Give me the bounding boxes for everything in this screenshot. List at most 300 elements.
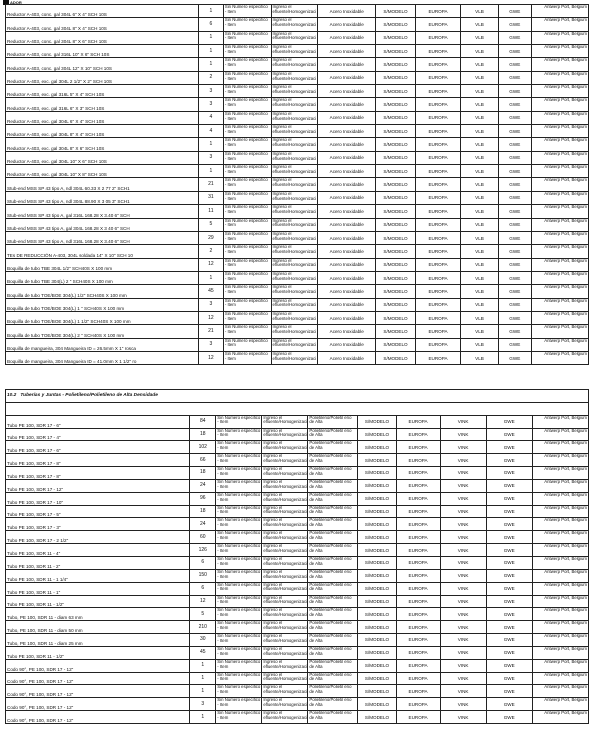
item-maker: VLB	[461, 71, 498, 84]
item-ingreso: Ingreso el efluente/Homogenizaci	[271, 178, 318, 191]
item-code: GWE	[498, 18, 531, 31]
item-origin: EUROPA	[396, 556, 440, 569]
item-ingreso: Ingreso el efluente/Homogenizaci	[262, 711, 308, 724]
item-ingreso: Ingreso el efluente/Homogenizaci	[271, 138, 318, 151]
item-maker: VLB	[461, 125, 498, 138]
item-spec: Sin Numero especifico - Item	[223, 325, 271, 338]
item-maker: VINK	[440, 582, 486, 595]
item-spec: Sin Numero especifico - Item	[223, 191, 271, 204]
table-row	[6, 178, 589, 191]
item-material: Polietileno/Polietil eno de Alta	[308, 569, 358, 582]
item-origin: EUROPA	[415, 351, 461, 364]
item-port: Antwerp Port, Belgium	[532, 556, 588, 569]
item-code: GWE	[498, 231, 531, 244]
item-origin: EUROPA	[415, 285, 461, 298]
table-row	[6, 231, 589, 244]
item-code: GWE	[486, 582, 532, 595]
table-row	[6, 428, 589, 441]
item-description: Reductor A-403, conc. gal 304L 12" X 10" SCH 10S	[6, 58, 199, 71]
item-description: Reductor A-403, conc. gal 316L 10" X 6" SCH 10S	[6, 45, 199, 58]
item-port: Antwerp Port, Belgium	[531, 178, 588, 191]
item-maker: VLB	[461, 285, 498, 298]
item-modelo: S/MODELO	[376, 45, 415, 58]
item-port: Antwerp Port, Belgium	[531, 258, 588, 271]
item-material: Acero Inoxidable	[318, 45, 376, 58]
item-material: Polietileno/Polietil eno de Alta	[308, 556, 358, 569]
item-spec: Sin Numero especifico - Item	[216, 556, 262, 569]
item-maker: VINK	[440, 505, 486, 518]
item-port: Antwerp Port, Belgium	[532, 428, 588, 441]
table-row	[6, 138, 589, 151]
item-modelo: S/MODELO	[358, 467, 396, 480]
item-modelo: S/MODELO	[358, 505, 396, 518]
item-description: Stub-end MSS SP 43 tipo A, gal 304L 168.28 X 3 40 6" SCH	[6, 218, 199, 231]
item-maker: VINK	[440, 711, 486, 724]
item-code: GWE	[486, 608, 532, 621]
item-code: GWE	[486, 492, 532, 505]
item-ingreso: Ingreso el efluente/Homogenizaci	[262, 608, 308, 621]
table-row	[6, 595, 589, 608]
item-maker: VLB	[461, 205, 498, 218]
item-code: GWE	[498, 165, 531, 178]
item-modelo: S/MODELO	[376, 151, 415, 164]
item-spec: Sin Numero especifico - Item	[216, 659, 262, 672]
item-spec: Sin Numero especifico - Item	[223, 298, 271, 311]
item-code: GWE	[498, 45, 531, 58]
item-maker: VLB	[461, 18, 498, 31]
item-code: GWE	[486, 711, 532, 724]
item-description: Codo 90°, PE 100, SDR 17 - 12"	[6, 711, 190, 724]
item-port: Antwerp Port, Belgium	[532, 711, 588, 724]
item-description: Tubo PE 100, SDR 11 - 4"	[6, 544, 190, 557]
item-code: GWE	[498, 285, 531, 298]
item-description: Tubo PE 100, SDR 17 - 8"	[6, 467, 190, 480]
item-description: Tubo PE 100, SDR 17 - 6"	[6, 415, 190, 428]
item-description: Reductor A-403, exc. gal 304L 6" X 4" SCH 10S	[6, 111, 199, 124]
item-description: Stub-end MSS SP 43 tipo A, gal 316L 168.28 X 3.40 6" SCH	[6, 205, 199, 218]
item-spec: Sin Numero especifico - Item	[223, 98, 271, 111]
table-steel-fittings	[5, 4, 589, 365]
item-quantity: 24	[190, 518, 216, 531]
item-quantity: 2	[198, 71, 223, 84]
item-code: GWE	[486, 569, 532, 582]
item-material: Acero Inoxidable	[318, 178, 376, 191]
table-row	[6, 85, 589, 98]
item-ingreso: Ingreso el efluente/Homogenizaci	[262, 454, 308, 467]
item-quantity: 3	[198, 85, 223, 98]
table-row	[6, 634, 589, 647]
item-material: Polietileno/Polietil eno de Alta	[308, 454, 358, 467]
item-ingreso: Ingreso el efluente/Homogenizaci	[262, 544, 308, 557]
item-maker: VLB	[461, 191, 498, 204]
item-description: Reductor A-403, exc. gal 304L 10" X 8" SCH 10S	[6, 165, 199, 178]
table-row	[6, 659, 589, 672]
item-material: Acero Inoxidable	[318, 191, 376, 204]
item-origin: EUROPA	[415, 338, 461, 351]
item-modelo: S/MODELO	[376, 98, 415, 111]
table-row	[6, 111, 589, 124]
item-origin: EUROPA	[396, 415, 440, 428]
item-description: Reductor A-403, exc. gal 316L 6" X 3" SCH 10S	[6, 98, 199, 111]
item-code: GWE	[498, 271, 531, 284]
item-modelo: S/MODELO	[376, 111, 415, 124]
item-modelo: S/MODELO	[376, 85, 415, 98]
item-description: Boquilla de tubo TOE/BOE 304(L) 1/2" SCH40S X 100 mm	[6, 285, 199, 298]
item-code: GWE	[486, 621, 532, 634]
item-material: Polietileno/Polietil eno de Alta	[308, 518, 358, 531]
item-modelo: S/MODELO	[376, 191, 415, 204]
item-material: Acero Inoxidable	[318, 111, 376, 124]
item-origin: EUROPA	[415, 58, 461, 71]
item-origin: EUROPA	[415, 191, 461, 204]
item-quantity: 1	[198, 138, 223, 151]
item-maker: VLB	[461, 298, 498, 311]
item-maker: VINK	[440, 492, 486, 505]
item-quantity: 29	[198, 231, 223, 244]
item-modelo: S/MODELO	[376, 325, 415, 338]
item-spec: Sin Numero especifico - Item	[223, 258, 271, 271]
item-quantity: 12	[198, 311, 223, 324]
item-ingreso: Ingreso el efluente/Homogenizaci	[271, 125, 318, 138]
item-spec: Sin Numero especifico - Item	[216, 531, 262, 544]
item-material: Polietileno/Polietil eno de Alta	[308, 531, 358, 544]
item-spec: Sin Numero especifico - Item	[216, 621, 262, 634]
item-origin: EUROPA	[415, 218, 461, 231]
table-row	[6, 245, 589, 258]
item-spec: Sin Numero especifico - Item	[216, 492, 262, 505]
item-description: Tubo PE 100, SDR 17 - 10"	[6, 492, 190, 505]
item-quantity: 21	[198, 178, 223, 191]
item-maker: VLB	[461, 271, 498, 284]
item-ingreso: Ingreso el efluente/Homogenizaci	[271, 338, 318, 351]
table-row	[6, 454, 589, 467]
item-port: Antwerp Port, Belgium	[531, 18, 588, 31]
item-description: Tubo PE 100, SDR 11 - 1 1/4"	[6, 569, 190, 582]
item-spec: Sin Numero especifico - Item	[216, 685, 262, 698]
item-maker: VLB	[461, 258, 498, 271]
item-maker: VINK	[440, 556, 486, 569]
item-description: TEs DE REDUCCIÓN A-403, 304L soldada 14" X 10" SCH 10	[6, 245, 199, 258]
table-row	[6, 569, 589, 582]
table-row	[6, 338, 589, 351]
item-port: Antwerp Port, Belgium	[531, 98, 588, 111]
item-ingreso: Ingreso el efluente/Homogenizaci	[262, 556, 308, 569]
item-material: Polietileno/Polietil eno de Alta	[308, 711, 358, 724]
item-modelo: S/MODELO	[376, 218, 415, 231]
item-description: Tubo PE 100, SDR 11 - 1/2"	[6, 595, 190, 608]
table-row	[6, 151, 589, 164]
item-origin: EUROPA	[415, 151, 461, 164]
item-description: Stub-end MSS SP 43 tipo A, ndl 316L 168.28 X 3.40 6" SCH	[6, 231, 199, 244]
item-code: GWE	[498, 85, 531, 98]
item-origin: EUROPA	[415, 138, 461, 151]
item-origin: EUROPA	[396, 454, 440, 467]
item-origin: EUROPA	[415, 45, 461, 58]
item-origin: EUROPA	[396, 685, 440, 698]
item-code: GWE	[498, 338, 531, 351]
item-code: GWE	[486, 659, 532, 672]
table-polyethylene-pipes	[5, 389, 589, 724]
item-spec: Sin Numero especifico - Item	[223, 18, 271, 31]
item-origin: EUROPA	[396, 467, 440, 480]
item-maker: VLB	[461, 178, 498, 191]
item-material: Acero Inoxidable	[318, 285, 376, 298]
table-row	[6, 518, 589, 531]
item-origin: EUROPA	[415, 85, 461, 98]
item-origin: EUROPA	[415, 111, 461, 124]
item-port: Antwerp Port, Belgium	[531, 311, 588, 324]
item-maker: VINK	[440, 595, 486, 608]
item-modelo: S/MODELO	[376, 285, 415, 298]
item-code: GWE	[498, 138, 531, 151]
item-material: Acero Inoxidable	[318, 58, 376, 71]
item-port: Antwerp Port, Belgium	[532, 608, 588, 621]
item-ingreso: Ingreso el efluente/Homogenizaci	[262, 685, 308, 698]
item-spec: Sin Numero especifico - Item	[223, 111, 271, 124]
item-material: Polietileno/Polietil eno de Alta	[308, 659, 358, 672]
item-ingreso: Ingreso el efluente/Homogenizaci	[262, 505, 308, 518]
item-maker: VLB	[461, 351, 498, 364]
item-material: Acero Inoxidable	[318, 338, 376, 351]
item-description: Codo 90°, PE 100, SDR 17 - 12"	[6, 698, 190, 711]
item-modelo: S/MODELO	[376, 258, 415, 271]
item-port: Antwerp Port, Belgium	[532, 467, 588, 480]
item-spec: Sin Numero especifico - Item	[216, 428, 262, 441]
item-quantity: 3	[190, 698, 216, 711]
item-description: Reductor A-403, exc. gal 304L 8" X 4" SCH 10S	[6, 125, 199, 138]
item-quantity: 6	[190, 556, 216, 569]
item-origin: EUROPA	[396, 659, 440, 672]
item-quantity: 60	[190, 531, 216, 544]
item-description: Reductor A-403, exc. gal 316L 5" X 4" SCH 10S	[6, 85, 199, 98]
item-quantity: 18	[190, 467, 216, 480]
item-port: Antwerp Port, Belgium	[531, 245, 588, 258]
item-code: GWE	[498, 245, 531, 258]
item-description: Tubo PE 100, SDR 17 - 8"	[6, 454, 190, 467]
item-maker: VINK	[440, 479, 486, 492]
item-description: Reductor A-403, conc. gal 304L 8" X 6" SCH 10S	[6, 31, 199, 44]
item-quantity: 24	[190, 479, 216, 492]
item-modelo: S/MODELO	[376, 298, 415, 311]
item-description: Stub-end MSS SP 43 tipo A, ndl 304L 60.33 X 2 77 2" SCH1	[6, 178, 199, 191]
item-quantity: 12	[198, 258, 223, 271]
item-origin: EUROPA	[396, 544, 440, 557]
item-maker: VINK	[440, 621, 486, 634]
item-origin: EUROPA	[396, 672, 440, 685]
item-port: Antwerp Port, Belgium	[532, 531, 588, 544]
item-maker: VLB	[461, 31, 498, 44]
item-quantity: 1	[190, 711, 216, 724]
item-material: Acero Inoxidable	[318, 125, 376, 138]
item-ingreso: Ingreso el efluente/Homogenizaci	[271, 285, 318, 298]
item-modelo: S/MODELO	[358, 569, 396, 582]
item-modelo: S/MODELO	[376, 271, 415, 284]
item-code: GWE	[498, 71, 531, 84]
item-quantity: 31	[198, 191, 223, 204]
item-origin: EUROPA	[396, 646, 440, 659]
item-spec: Sin Numero especifico - Item	[216, 646, 262, 659]
item-port: Antwerp Port, Belgium	[532, 672, 588, 685]
item-code: GWE	[498, 218, 531, 231]
item-modelo: S/MODELO	[358, 544, 396, 557]
item-material: Acero Inoxidable	[318, 18, 376, 31]
item-maker: VLB	[461, 58, 498, 71]
item-description: Boquilla de tubo TBE 304L 1/2" SCH40S X 100 mm	[6, 258, 199, 271]
item-maker: VINK	[440, 569, 486, 582]
item-code: GWE	[498, 205, 531, 218]
item-maker: VINK	[440, 518, 486, 531]
item-spec: Sin Numero especifico - Item	[216, 595, 262, 608]
item-ingreso: Ingreso el efluente/Homogenizaci	[271, 325, 318, 338]
item-port: Antwerp Port, Belgium	[532, 454, 588, 467]
item-quantity: 6	[198, 18, 223, 31]
item-origin: EUROPA	[415, 325, 461, 338]
item-modelo: S/MODELO	[376, 165, 415, 178]
item-maker: VINK	[440, 608, 486, 621]
item-origin: EUROPA	[396, 428, 440, 441]
item-spec: Sin Numero especifico - Item	[216, 544, 262, 557]
item-modelo: S/MODELO	[358, 698, 396, 711]
item-code: GWE	[486, 634, 532, 647]
item-quantity: 1	[198, 165, 223, 178]
table-row	[6, 415, 589, 428]
item-description: Tubo PE 100, SDR 17 - 2 1/2"	[6, 531, 190, 544]
item-code: GWE	[486, 595, 532, 608]
item-description: Tubo PE 100, SDR 17 - 5"	[6, 505, 190, 518]
item-code: GWE	[498, 258, 531, 271]
item-quantity: 3	[198, 151, 223, 164]
item-ingreso: Ingreso el efluente/Homogenizaci	[262, 595, 308, 608]
item-code: GWE	[498, 325, 531, 338]
table-row	[6, 218, 589, 231]
item-port: Antwerp Port, Belgium	[531, 271, 588, 284]
section-title	[6, 390, 589, 403]
item-ingreso: Ingreso el efluente/Homogenizaci	[262, 492, 308, 505]
section-number: 10.2	[7, 393, 17, 399]
item-maker: VINK	[440, 634, 486, 647]
item-port: Antwerp Port, Belgium	[532, 582, 588, 595]
item-modelo: S/MODELO	[376, 245, 415, 258]
item-port: Antwerp Port, Belgium	[532, 441, 588, 454]
item-material: Polietileno/Polietil eno de Alta	[308, 595, 358, 608]
item-material: Acero Inoxidable	[318, 218, 376, 231]
table-row	[6, 544, 589, 557]
item-spec: Sin Numero especifico - Item	[223, 338, 271, 351]
table-row	[6, 258, 589, 271]
item-spec: Sin Numero especifico - Item	[216, 518, 262, 531]
item-spec: Sin Numero especifico - Item	[216, 608, 262, 621]
item-spec: Sin Numero especifico - Item	[223, 151, 271, 164]
item-spec: Sin Numero especifico - Item	[223, 138, 271, 151]
item-spec: Sin Numero especifico - Item	[223, 85, 271, 98]
item-origin: EUROPA	[396, 531, 440, 544]
item-quantity: 1	[198, 5, 223, 18]
item-material: Polietileno/Polietil eno de Alta	[308, 467, 358, 480]
table-row	[6, 492, 589, 505]
table-row	[6, 165, 589, 178]
item-code: GWE	[486, 505, 532, 518]
table-row	[6, 621, 589, 634]
item-ingreso: Ingreso el efluente/Homogenizaci	[262, 659, 308, 672]
item-material: Polietileno/Polietil eno de Alta	[308, 415, 358, 428]
item-ingreso: Ingreso el efluente/Homogenizaci	[271, 165, 318, 178]
item-origin: EUROPA	[415, 178, 461, 191]
item-quantity: 1	[198, 31, 223, 44]
item-quantity: 66	[190, 454, 216, 467]
item-port: Antwerp Port, Belgium	[531, 338, 588, 351]
item-modelo: S/MODELO	[376, 338, 415, 351]
item-description: Tubo PE 100, SDR 11 - 1"	[6, 582, 190, 595]
table-row	[6, 71, 589, 84]
item-maker: VLB	[461, 311, 498, 324]
item-maker: VLB	[461, 45, 498, 58]
item-material: Polietileno/Polietil eno de Alta	[308, 672, 358, 685]
item-quantity: 6	[190, 582, 216, 595]
item-origin: EUROPA	[415, 298, 461, 311]
item-quantity: 18	[190, 505, 216, 518]
item-port: Antwerp Port, Belgium	[532, 685, 588, 698]
item-quantity: 5	[190, 608, 216, 621]
item-ingreso: Ingreso el efluente/Homogenizaci	[262, 428, 308, 441]
item-quantity: 96	[190, 492, 216, 505]
item-description: Stub-end MSS SP 43 tipo A, ndl 304L 88.90 X 3 05 3" SCH1	[6, 191, 199, 204]
item-quantity: 1	[190, 659, 216, 672]
item-modelo: S/MODELO	[376, 138, 415, 151]
item-maker: VINK	[440, 428, 486, 441]
item-modelo: S/MODELO	[376, 58, 415, 71]
item-modelo: S/MODELO	[358, 621, 396, 634]
item-code: GWE	[486, 415, 532, 428]
table-row	[6, 531, 589, 544]
item-maker: VLB	[461, 245, 498, 258]
item-origin: EUROPA	[415, 5, 461, 18]
item-origin: EUROPA	[415, 271, 461, 284]
item-code: GWE	[486, 672, 532, 685]
item-material: Acero Inoxidable	[318, 298, 376, 311]
item-spec: Sin Numero especifico - Item	[216, 698, 262, 711]
item-spec: Sin Numero especifico - Item	[216, 569, 262, 582]
item-material: Polietileno/Polietil eno de Alta	[308, 634, 358, 647]
item-code: GWE	[486, 685, 532, 698]
item-spec: Sin Numero especifico - Item	[223, 311, 271, 324]
item-port: Antwerp Port, Belgium	[531, 71, 588, 84]
table-row	[6, 191, 589, 204]
item-code: GWE	[498, 311, 531, 324]
item-code: GWE	[486, 544, 532, 557]
item-material: Polietileno/Polietil eno de Alta	[308, 698, 358, 711]
item-modelo: S/MODELO	[376, 351, 415, 364]
item-description: Tubo, PE 100, SDR 11 - diam 25 mm	[6, 634, 190, 647]
item-ingreso: Ingreso el efluente/Homogenizaci	[271, 31, 318, 44]
item-ingreso: Ingreso el efluente/Homogenizaci	[271, 58, 318, 71]
item-material: Acero Inoxidable	[318, 231, 376, 244]
item-quantity: 1	[198, 271, 223, 284]
item-origin: EUROPA	[396, 492, 440, 505]
item-material: Polietileno/Polietil eno de Alta	[308, 428, 358, 441]
item-spec: Sin Numero especifico - Item	[223, 271, 271, 284]
table-row	[6, 5, 589, 18]
table-row	[6, 582, 589, 595]
item-origin: EUROPA	[396, 595, 440, 608]
item-ingreso: Ingreso el efluente/Homogenizaci	[271, 191, 318, 204]
item-port: Antwerp Port, Belgium	[532, 492, 588, 505]
item-spec: Sin Numero especifico - Item	[216, 415, 262, 428]
item-material: Polietileno/Polietil eno de Alta	[308, 621, 358, 634]
item-port: Antwerp Port, Belgium	[531, 191, 588, 204]
item-ingreso: Ingreso el efluente/Homogenizaci	[271, 231, 318, 244]
item-material: Acero Inoxidable	[318, 138, 376, 151]
item-port: Antwerp Port, Belgium	[532, 544, 588, 557]
